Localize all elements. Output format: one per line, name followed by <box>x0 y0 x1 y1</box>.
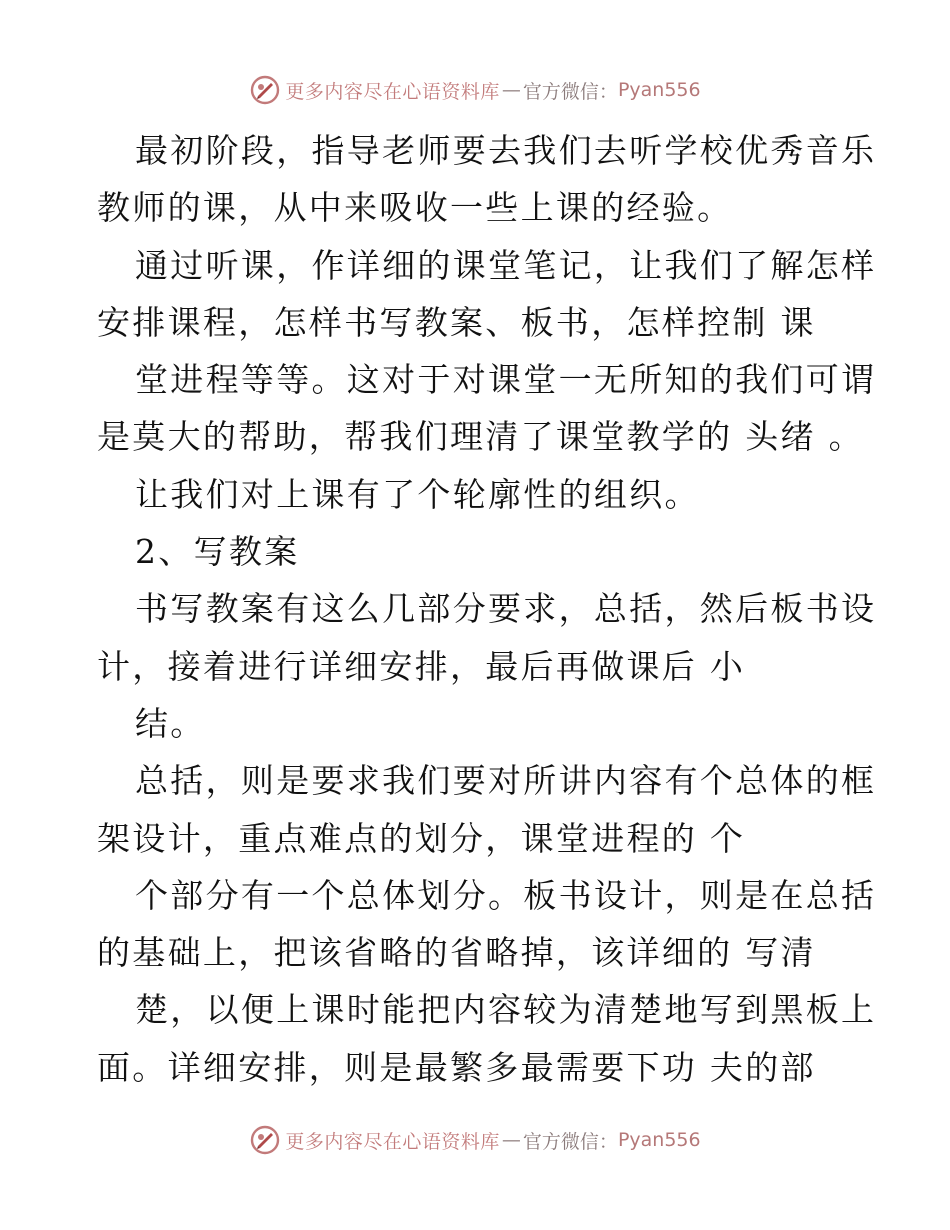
quill-logo-icon <box>249 74 281 106</box>
watermark-wechat-id: Pyan556 <box>617 79 701 101</box>
text-line: 的基础上，把该省略的省略掉，该详细的 写清 <box>97 933 816 973</box>
section-heading: 2、写教案 <box>135 532 300 572</box>
text-line: 结。 <box>135 703 206 743</box>
text-line: 最初阶段，指导老师要去我们去听学校优秀音乐 <box>135 131 877 170</box>
text-line: 架设计，重点难点的划分，课堂进程的 个 <box>97 818 746 858</box>
watermark-official-label: 官方微信： <box>522 1130 618 1153</box>
text-line: 个部分有一个总体划分。板书设计，则是在总括 <box>135 875 877 915</box>
footer-watermark <box>0 1123 950 1157</box>
text-line: 计，接着进行详细安排，最后再做课后 小 <box>97 646 746 686</box>
watermark-wechat-id: Pyan556 <box>617 1129 701 1151</box>
text-line: 通过听课，作详细的课堂笔记，让我们了解怎样 <box>135 245 877 285</box>
text-line: 教师的课，从中来吸收一些上课的经验。 <box>97 188 733 228</box>
quill-logo-icon <box>249 1124 281 1156</box>
text-line: 堂进程等等。这对于对课堂一无所知的我们可谓 <box>135 360 877 400</box>
watermark-brand-text: 更多内容尽在心语资料库 <box>285 1130 500 1153</box>
watermark-separator: — <box>501 1129 521 1151</box>
watermark-brand-text: 更多内容尽在心语资料库 <box>285 80 500 103</box>
text-line: 是莫大的帮助，帮我们理清了课堂教学的 头绪 。 <box>97 417 864 457</box>
watermark-official-label: 官方微信： <box>522 80 618 103</box>
text-line: 楚，以便上课时能把内容较为清楚地写到黑板上 <box>135 990 877 1030</box>
text-line: 总括，则是要求我们要对所讲内容有个总体的框 <box>135 761 877 801</box>
text-line: 书写教案有这么几部分要求，总括，然后板书设 <box>135 589 877 629</box>
text-line: 面。详细安排，则是最繁多最需要下功 夫的部 <box>97 1047 816 1087</box>
text-line: 安排课程，怎样书写教案、板书，怎样控制 课 <box>97 302 816 342</box>
document-body <box>0 122 950 1096</box>
watermark-separator: — <box>501 79 521 101</box>
header-watermark <box>0 73 950 107</box>
text-line: 让我们对上课有了个轮廓性的组织。 <box>135 474 700 514</box>
